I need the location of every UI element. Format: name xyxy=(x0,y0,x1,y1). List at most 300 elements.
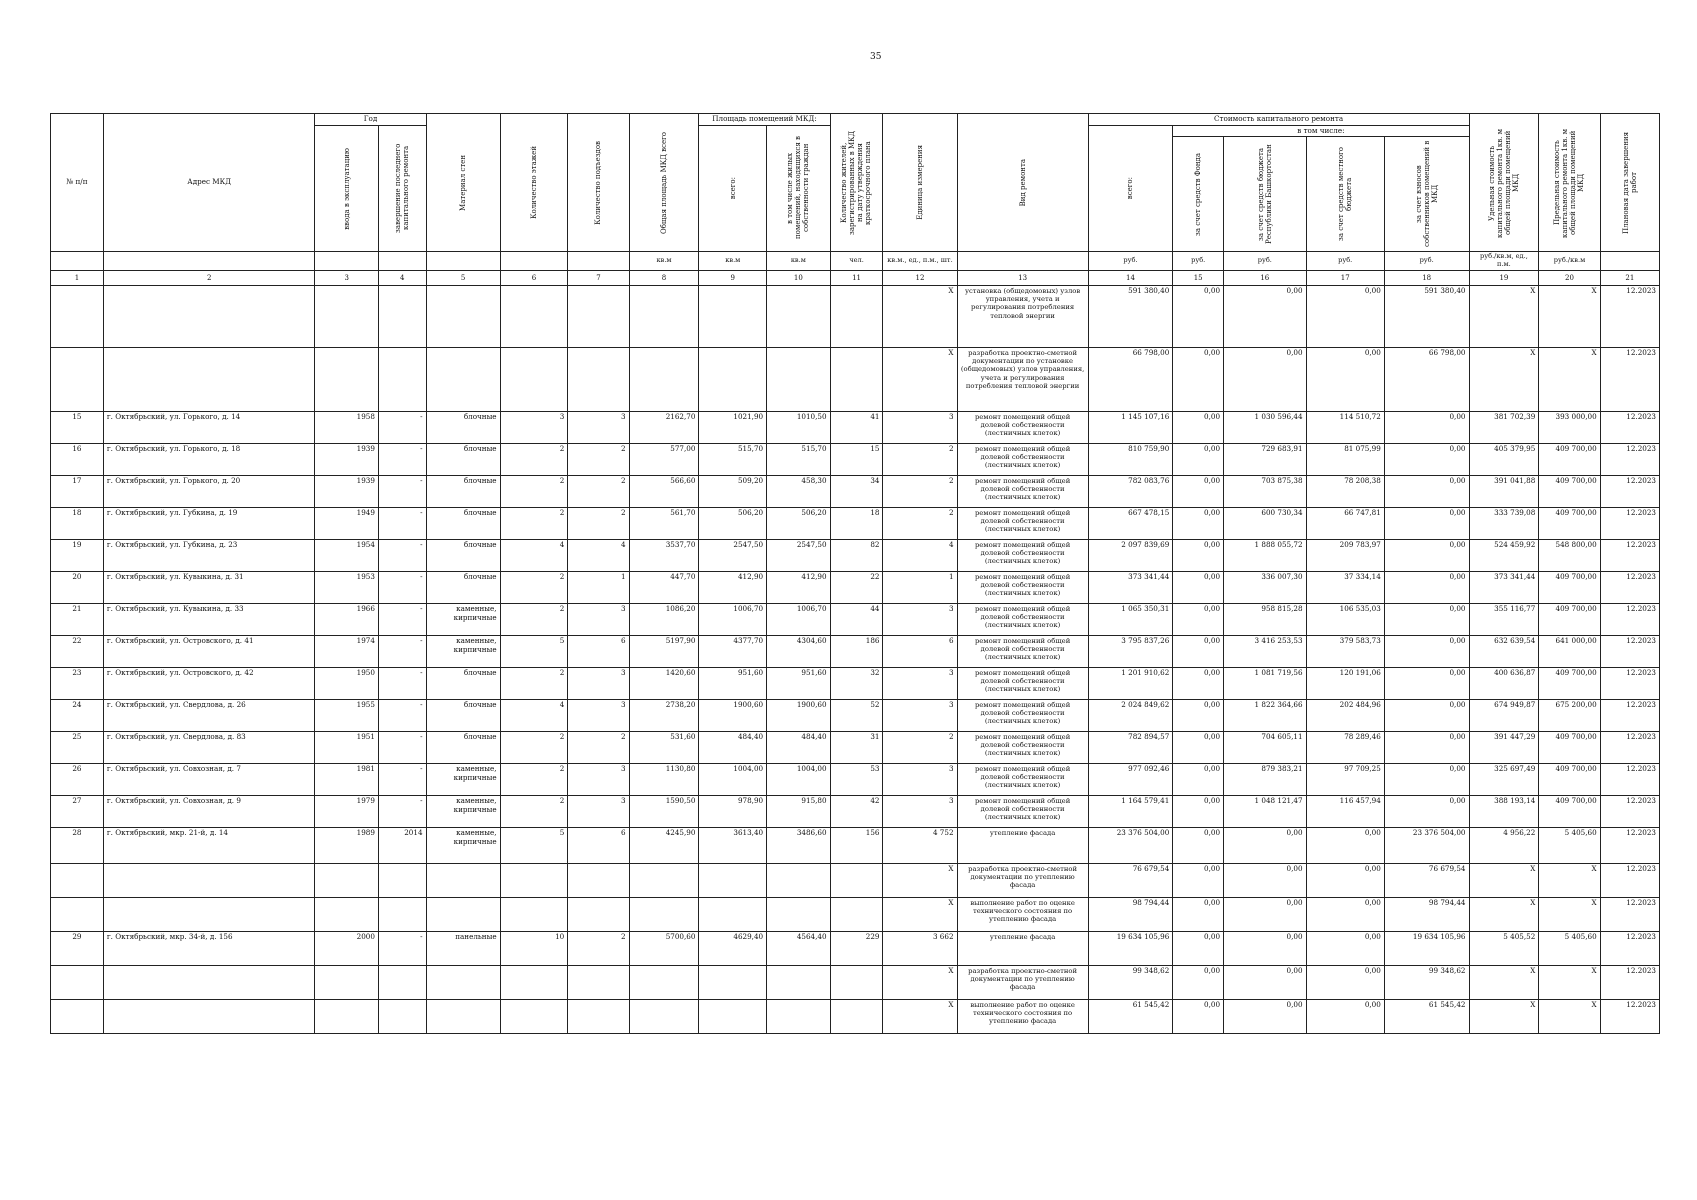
cost-fund: 0,00 xyxy=(1173,700,1224,732)
address xyxy=(103,286,315,348)
cost-republic: 0,00 xyxy=(1224,286,1307,348)
cost-owners: 0,00 xyxy=(1384,412,1469,444)
year-commission xyxy=(315,286,378,348)
residents xyxy=(830,1000,883,1034)
floors: 10 xyxy=(500,932,568,966)
header-cost-local: за счет средств местного бюджета xyxy=(1306,137,1384,252)
year-last-repair: - xyxy=(378,412,426,444)
table-row xyxy=(51,1000,1660,1034)
cost-fund: 0,00 xyxy=(1173,540,1224,572)
header-entrances: Количество подъездов xyxy=(568,114,629,252)
floors: 4 xyxy=(500,540,568,572)
cost-fund: 0,00 xyxy=(1173,732,1224,764)
table-row xyxy=(51,476,1660,508)
cost-owners: 0,00 xyxy=(1384,764,1469,796)
year-last-repair xyxy=(378,286,426,348)
area-total: 1006,70 xyxy=(699,604,767,636)
floors xyxy=(500,348,568,412)
max-cost: X xyxy=(1539,898,1600,932)
cost-local: 78 208,38 xyxy=(1306,476,1384,508)
max-cost: X xyxy=(1539,966,1600,1000)
total-area: 1086,20 xyxy=(629,604,699,636)
header-total-area: Общая площадь МКД всего xyxy=(629,114,699,252)
table-row xyxy=(51,508,1660,540)
entrances: 3 xyxy=(568,604,629,636)
entrances: 6 xyxy=(568,636,629,668)
area-total: 978,90 xyxy=(699,796,767,828)
unit-cell xyxy=(1600,252,1659,271)
cost-total: 2 097 839,69 xyxy=(1088,540,1173,572)
cost-owners: 19 634 105,96 xyxy=(1384,932,1469,966)
cost-republic: 0,00 xyxy=(1224,864,1307,898)
address xyxy=(103,898,315,932)
column-number: 8 xyxy=(629,271,699,286)
cost-owners: 0,00 xyxy=(1384,572,1469,604)
area-total: 1004,00 xyxy=(699,764,767,796)
table-row xyxy=(51,604,1660,636)
row-number: 17 xyxy=(51,476,104,508)
row-number: 19 xyxy=(51,540,104,572)
repair-type: ремонт помещений общей долевой собственности (лестничных клеток) xyxy=(957,508,1088,540)
table-row xyxy=(51,668,1660,700)
max-cost: 409 700,00 xyxy=(1539,508,1600,540)
total-area: 447,70 xyxy=(629,572,699,604)
header-year-commission: ввода в эксплуатацию xyxy=(315,125,378,252)
wall-material: блочные xyxy=(426,732,500,764)
residents: 41 xyxy=(830,412,883,444)
specific-cost: 524 459,92 xyxy=(1469,540,1539,572)
repair-type: ремонт помещений общей долевой собственности (лестничных клеток) xyxy=(957,636,1088,668)
row-number: 23 xyxy=(51,668,104,700)
total-area: 3537,70 xyxy=(629,540,699,572)
planned-date: 12.2023 xyxy=(1600,348,1659,412)
cost-owners: 0,00 xyxy=(1384,636,1469,668)
planned-date: 12.2023 xyxy=(1600,864,1659,898)
wall-material: каменные, кирпичные xyxy=(426,604,500,636)
area-residential: 1900,60 xyxy=(767,700,830,732)
total-area: 5700,60 xyxy=(629,932,699,966)
area-residential xyxy=(767,286,830,348)
header-floors: Количество этажей xyxy=(500,114,568,252)
cost-total: 23 376 504,00 xyxy=(1088,828,1173,864)
address xyxy=(103,864,315,898)
cost-total: 19 634 105,96 xyxy=(1088,932,1173,966)
specific-cost: X xyxy=(1469,864,1539,898)
entrances: 4 xyxy=(568,540,629,572)
area-total: 506,20 xyxy=(699,508,767,540)
area-total: 509,20 xyxy=(699,476,767,508)
unit-qty: 3 662 xyxy=(883,932,957,966)
cost-owners: 0,00 xyxy=(1384,668,1469,700)
column-number: 12 xyxy=(883,271,957,286)
planned-date: 12.2023 xyxy=(1600,898,1659,932)
unit-cell: руб. xyxy=(1173,252,1224,271)
floors: 2 xyxy=(500,444,568,476)
year-commission xyxy=(315,898,378,932)
planned-date: 12.2023 xyxy=(1600,796,1659,828)
cost-fund: 0,00 xyxy=(1173,898,1224,932)
entrances xyxy=(568,898,629,932)
cost-local: 379 583,73 xyxy=(1306,636,1384,668)
cost-republic: 336 007,30 xyxy=(1224,572,1307,604)
planned-date: 12.2023 xyxy=(1600,540,1659,572)
area-residential: 1010,50 xyxy=(767,412,830,444)
repair-type: ремонт помещений общей долевой собственности (лестничных клеток) xyxy=(957,764,1088,796)
area-total xyxy=(699,286,767,348)
year-last-repair: - xyxy=(378,444,426,476)
column-number: 19 xyxy=(1469,271,1539,286)
area-residential xyxy=(767,864,830,898)
column-number: 4 xyxy=(378,271,426,286)
cost-owners: 0,00 xyxy=(1384,604,1469,636)
total-area: 577,00 xyxy=(629,444,699,476)
entrances xyxy=(568,1000,629,1034)
repair-type: разработка проектно-сметной документации по утеплению фасада xyxy=(957,966,1088,1000)
row-number: 16 xyxy=(51,444,104,476)
cost-owners: 23 376 504,00 xyxy=(1384,828,1469,864)
floors: 4 xyxy=(500,700,568,732)
row-number: 26 xyxy=(51,764,104,796)
area-residential: 4564,40 xyxy=(767,932,830,966)
cost-republic: 704 605,11 xyxy=(1224,732,1307,764)
table-row xyxy=(51,348,1660,412)
wall-material: каменные, кирпичные xyxy=(426,636,500,668)
cost-total: 1 164 579,41 xyxy=(1088,796,1173,828)
floors: 2 xyxy=(500,796,568,828)
wall-material: блочные xyxy=(426,444,500,476)
floors: 2 xyxy=(500,604,568,636)
unit-cell xyxy=(103,252,315,271)
area-residential: 506,20 xyxy=(767,508,830,540)
cost-local: 81 075,99 xyxy=(1306,444,1384,476)
planned-date: 12.2023 xyxy=(1600,668,1659,700)
column-number: 7 xyxy=(568,271,629,286)
total-area xyxy=(629,1000,699,1034)
specific-cost: 632 639,54 xyxy=(1469,636,1539,668)
row-number: 21 xyxy=(51,604,104,636)
wall-material: панельные xyxy=(426,932,500,966)
cost-republic: 0,00 xyxy=(1224,348,1307,412)
cost-total: 2 024 849,62 xyxy=(1088,700,1173,732)
cost-local: 0,00 xyxy=(1306,1000,1384,1034)
max-cost: 409 700,00 xyxy=(1539,796,1600,828)
area-residential xyxy=(767,898,830,932)
area-total: 4377,70 xyxy=(699,636,767,668)
residents xyxy=(830,966,883,1000)
max-cost: 409 700,00 xyxy=(1539,572,1600,604)
cost-owners: 0,00 xyxy=(1384,540,1469,572)
floors xyxy=(500,898,568,932)
residents xyxy=(830,348,883,412)
floors xyxy=(500,286,568,348)
cost-owners: 0,00 xyxy=(1384,732,1469,764)
cost-owners: 66 798,00 xyxy=(1384,348,1469,412)
floors: 5 xyxy=(500,636,568,668)
year-commission: 1951 xyxy=(315,732,378,764)
area-residential xyxy=(767,348,830,412)
specific-cost: X xyxy=(1469,966,1539,1000)
row-number xyxy=(51,286,104,348)
specific-cost: 405 379,95 xyxy=(1469,444,1539,476)
year-commission xyxy=(315,348,378,412)
table-row xyxy=(51,828,1660,864)
total-area xyxy=(629,966,699,1000)
total-area: 1130,80 xyxy=(629,764,699,796)
cost-local: 106 535,03 xyxy=(1306,604,1384,636)
area-total xyxy=(699,898,767,932)
row-number: 22 xyxy=(51,636,104,668)
repair-type: установка (общедомовых) узлов управления, учета и регулирования потребления тепловой энергии xyxy=(957,286,1088,348)
unit-cell: кв.м xyxy=(629,252,699,271)
address xyxy=(103,1000,315,1034)
planned-date: 12.2023 xyxy=(1600,764,1659,796)
cost-republic: 1 822 364,66 xyxy=(1224,700,1307,732)
cost-republic: 0,00 xyxy=(1224,898,1307,932)
year-commission: 1981 xyxy=(315,764,378,796)
cost-total: 1 065 350,31 xyxy=(1088,604,1173,636)
cost-local: 78 289,46 xyxy=(1306,732,1384,764)
specific-cost: X xyxy=(1469,286,1539,348)
cost-local: 66 747,81 xyxy=(1306,508,1384,540)
repair-type: ремонт помещений общей долевой собственности (лестничных клеток) xyxy=(957,668,1088,700)
year-last-repair: - xyxy=(378,572,426,604)
max-cost: 409 700,00 xyxy=(1539,764,1600,796)
max-cost: 409 700,00 xyxy=(1539,604,1600,636)
cost-owners: 0,00 xyxy=(1384,508,1469,540)
header-max-cost: Предельная стоимость капитального ремонта 1кв. м общей площади помещений МКД xyxy=(1539,114,1600,252)
cost-fund: 0,00 xyxy=(1173,932,1224,966)
area-residential: 2547,50 xyxy=(767,540,830,572)
table-body xyxy=(51,286,1660,1034)
cost-republic: 703 875,38 xyxy=(1224,476,1307,508)
year-last-repair xyxy=(378,966,426,1000)
unit-cell xyxy=(568,252,629,271)
unit-cell: руб. xyxy=(1384,252,1469,271)
specific-cost: 5 405,52 xyxy=(1469,932,1539,966)
planned-date: 12.2023 xyxy=(1600,700,1659,732)
planned-date: 12.2023 xyxy=(1600,286,1659,348)
unit-qty: 4 xyxy=(883,540,957,572)
unit-cell: кв.м xyxy=(767,252,830,271)
entrances: 2 xyxy=(568,476,629,508)
address: г. Октябрьский, ул. Островского, д. 42 xyxy=(103,668,315,700)
unit-qty: 3 xyxy=(883,764,957,796)
planned-date: 12.2023 xyxy=(1600,966,1659,1000)
wall-material: блочные xyxy=(426,572,500,604)
cost-owners: 98 794,44 xyxy=(1384,898,1469,932)
unit-cell: кв.м xyxy=(699,252,767,271)
table-row xyxy=(51,864,1660,898)
planned-date: 12.2023 xyxy=(1600,1000,1659,1034)
year-last-repair: - xyxy=(378,508,426,540)
repair-type: разработка проектно-сметной документации по установке (общедомовых) узлов управления, учета и регулирования потребления тепловой энергии xyxy=(957,348,1088,412)
specific-cost: 4 956,22 xyxy=(1469,828,1539,864)
row-number: 15 xyxy=(51,412,104,444)
table-row xyxy=(51,286,1660,348)
area-residential: 515,70 xyxy=(767,444,830,476)
address: г. Октябрьский, ул. Кувыкина, д. 31 xyxy=(103,572,315,604)
planned-date: 12.2023 xyxy=(1600,604,1659,636)
floors: 2 xyxy=(500,476,568,508)
wall-material: блочные xyxy=(426,508,500,540)
table-row xyxy=(51,572,1660,604)
cost-owners: 99 348,62 xyxy=(1384,966,1469,1000)
row-number xyxy=(51,898,104,932)
cost-republic: 958 815,28 xyxy=(1224,604,1307,636)
column-number: 18 xyxy=(1384,271,1469,286)
cost-total: 1 201 910,62 xyxy=(1088,668,1173,700)
specific-cost: X xyxy=(1469,898,1539,932)
unit-cell xyxy=(315,252,378,271)
year-commission: 1949 xyxy=(315,508,378,540)
entrances xyxy=(568,966,629,1000)
floors: 2 xyxy=(500,764,568,796)
area-residential: 1006,70 xyxy=(767,604,830,636)
cost-total: 61 545,42 xyxy=(1088,1000,1173,1034)
address: г. Октябрьский, ул. Совхозная, д. 7 xyxy=(103,764,315,796)
max-cost: X xyxy=(1539,286,1600,348)
cost-local: 0,00 xyxy=(1306,966,1384,1000)
cost-local: 0,00 xyxy=(1306,286,1384,348)
max-cost: X xyxy=(1539,864,1600,898)
residents: 82 xyxy=(830,540,883,572)
year-last-repair: - xyxy=(378,700,426,732)
column-numbers-row xyxy=(51,271,1660,286)
planned-date: 12.2023 xyxy=(1600,636,1659,668)
wall-material xyxy=(426,348,500,412)
residents: 156 xyxy=(830,828,883,864)
year-last-repair: 2014 xyxy=(378,828,426,864)
area-total: 412,90 xyxy=(699,572,767,604)
address: г. Октябрьский, ул. Горького, д. 18 xyxy=(103,444,315,476)
year-commission: 1955 xyxy=(315,700,378,732)
cost-fund: 0,00 xyxy=(1173,636,1224,668)
address: г. Октябрьский, ул. Губкина, д. 19 xyxy=(103,508,315,540)
row-number xyxy=(51,864,104,898)
cost-local: 0,00 xyxy=(1306,828,1384,864)
address: г. Октябрьский, ул. Губкина, д. 23 xyxy=(103,540,315,572)
unit-qty: 3 xyxy=(883,668,957,700)
specific-cost: 373 341,44 xyxy=(1469,572,1539,604)
page-number: 35 xyxy=(870,52,882,62)
cost-fund: 0,00 xyxy=(1173,796,1224,828)
max-cost: 5 405,60 xyxy=(1539,828,1600,864)
header-area-group: Площадь помещений МКД: xyxy=(699,114,830,126)
cost-local: 116 457,94 xyxy=(1306,796,1384,828)
column-number: 21 xyxy=(1600,271,1659,286)
max-cost: 393 000,00 xyxy=(1539,412,1600,444)
unit-qty: 3 xyxy=(883,604,957,636)
year-commission: 1954 xyxy=(315,540,378,572)
residents xyxy=(830,286,883,348)
cost-total: 98 794,44 xyxy=(1088,898,1173,932)
specific-cost: 381 702,39 xyxy=(1469,412,1539,444)
max-cost: X xyxy=(1539,1000,1600,1034)
year-last-repair: - xyxy=(378,932,426,966)
unit-qty: X xyxy=(883,1000,957,1034)
cost-total: 782 083,76 xyxy=(1088,476,1173,508)
wall-material: каменные, кирпичные xyxy=(426,796,500,828)
cost-republic: 0,00 xyxy=(1224,966,1307,1000)
specific-cost: 333 739,08 xyxy=(1469,508,1539,540)
unit-qty: X xyxy=(883,966,957,1000)
cost-total: 66 798,00 xyxy=(1088,348,1173,412)
year-last-repair xyxy=(378,898,426,932)
total-area: 566,60 xyxy=(629,476,699,508)
unit-qty: X xyxy=(883,898,957,932)
table-row xyxy=(51,764,1660,796)
max-cost: 409 700,00 xyxy=(1539,732,1600,764)
cost-fund: 0,00 xyxy=(1173,508,1224,540)
column-number: 1 xyxy=(51,271,104,286)
area-total xyxy=(699,966,767,1000)
header-year-last-repair: завершение последнего капитального ремонта xyxy=(378,125,426,252)
header-area-total: всего: xyxy=(699,125,767,252)
planned-date: 12.2023 xyxy=(1600,828,1659,864)
cost-republic: 1 888 055,72 xyxy=(1224,540,1307,572)
header-cost-owners: за счет взносов собственников помещений в МКД xyxy=(1384,137,1469,252)
wall-material: блочные xyxy=(426,668,500,700)
cost-republic: 0,00 xyxy=(1224,828,1307,864)
column-number: 9 xyxy=(699,271,767,286)
area-total: 515,70 xyxy=(699,444,767,476)
residents: 186 xyxy=(830,636,883,668)
header-cost-fund: за счет средств Фонда xyxy=(1173,137,1224,252)
column-number: 13 xyxy=(957,271,1088,286)
header-cost-republic: за счет средств бюджета Республики Башкортостан xyxy=(1224,137,1307,252)
entrances: 1 xyxy=(568,572,629,604)
repair-type: ремонт помещений общей долевой собственности (лестничных клеток) xyxy=(957,444,1088,476)
row-number: 28 xyxy=(51,828,104,864)
cost-fund: 0,00 xyxy=(1173,286,1224,348)
residents: 42 xyxy=(830,796,883,828)
residents: 52 xyxy=(830,700,883,732)
year-commission: 1950 xyxy=(315,668,378,700)
area-residential: 3486,60 xyxy=(767,828,830,864)
cost-total: 76 679,54 xyxy=(1088,864,1173,898)
entrances: 3 xyxy=(568,796,629,828)
area-total: 951,60 xyxy=(699,668,767,700)
entrances: 3 xyxy=(568,412,629,444)
units-row xyxy=(51,252,1660,271)
floors: 3 xyxy=(500,412,568,444)
residents: 32 xyxy=(830,668,883,700)
repair-type: ремонт помещений общей долевой собственности (лестничных клеток) xyxy=(957,476,1088,508)
cost-fund: 0,00 xyxy=(1173,828,1224,864)
wall-material: каменные, кирпичные xyxy=(426,828,500,864)
column-number: 11 xyxy=(830,271,883,286)
row-number xyxy=(51,966,104,1000)
total-area: 1590,50 xyxy=(629,796,699,828)
header-cost-total: всего: xyxy=(1088,125,1173,252)
cost-local: 202 484,96 xyxy=(1306,700,1384,732)
unit-cell: руб./кв.м xyxy=(1539,252,1600,271)
floors: 2 xyxy=(500,572,568,604)
year-commission: 1939 xyxy=(315,444,378,476)
residents: 229 xyxy=(830,932,883,966)
residents: 34 xyxy=(830,476,883,508)
table-row xyxy=(51,898,1660,932)
unit-cell: руб. xyxy=(1224,252,1307,271)
unit-cell xyxy=(957,252,1088,271)
table-row xyxy=(51,540,1660,572)
cost-fund: 0,00 xyxy=(1173,348,1224,412)
area-residential: 484,40 xyxy=(767,732,830,764)
cost-owners: 61 545,42 xyxy=(1384,1000,1469,1034)
unit-cell: руб. xyxy=(1088,252,1173,271)
unit-cell: руб./кв.м, ед., п.м. xyxy=(1469,252,1539,271)
max-cost: 641 000,00 xyxy=(1539,636,1600,668)
